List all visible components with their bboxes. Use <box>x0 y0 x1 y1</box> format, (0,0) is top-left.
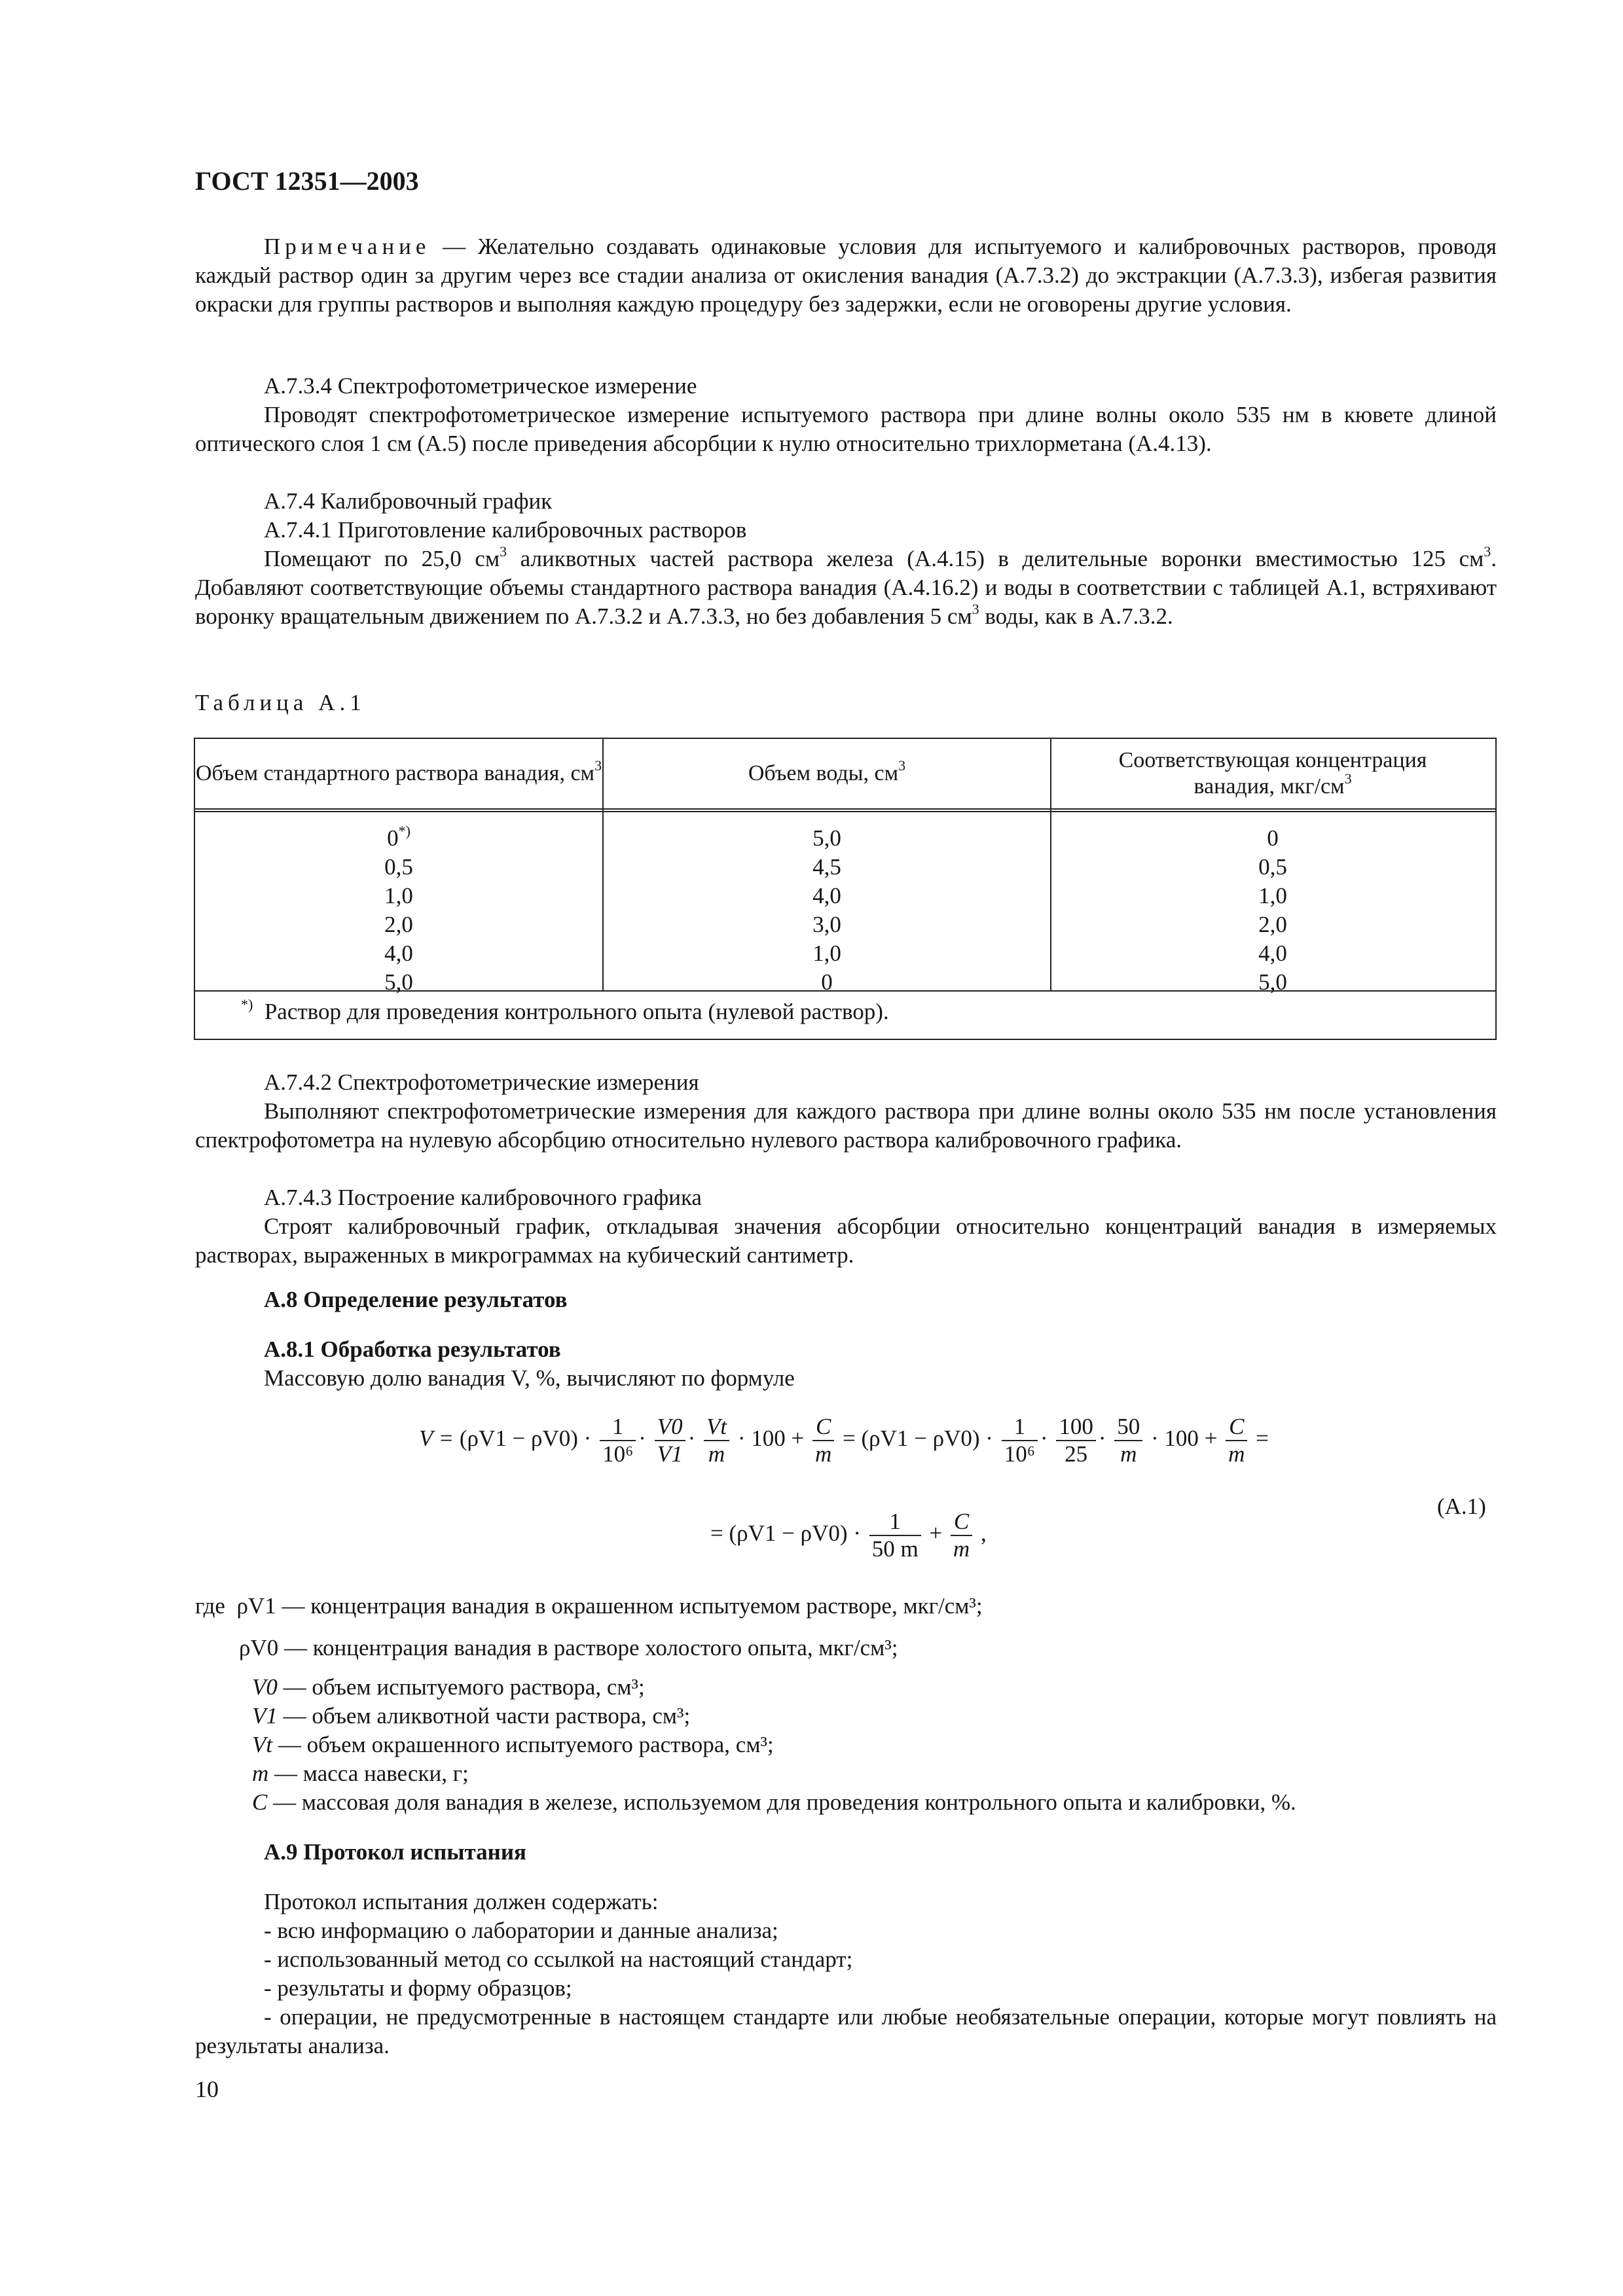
formula-fraction: $\frac{50}{m}$ <box>1114 1414 1142 1467</box>
formula-fraction: $\frac{V0}{V1}$ <box>655 1414 685 1467</box>
note-text: — Желательно создавать одинаковые условия для испытуемого и калибровочных растворов, проводя каждый раствор один за другим через все стадии анализа от окисления ванадия (А.7.3.2) до экстракции (А.7.3.3), избегая развития окраски для группы растворов и выполняя каждую процедуру без задержки, если не оговорены другие условия. <box>195 234 1497 317</box>
formula-text: = <box>1256 1426 1269 1452</box>
paragraph-a741-part2: аликвотных частей раствора железа (А.4.15) в делительные воронки вместимостью 125 см <box>507 546 1484 571</box>
paragraph-a741 <box>195 545 1497 631</box>
table-cell: 1,0 <box>812 941 841 966</box>
definition-item: m — масса навески, г; <box>252 1761 469 1786</box>
section-heading-a74: А.7.4 Калибровочный график <box>264 488 553 514</box>
table-col1 <box>195 824 602 997</box>
table-caption: Таблица А.1 <box>195 690 366 715</box>
paragraph-a741-part3: . Добавляют соответствующие объемы стандартного раствора ванадия (А.4.16.2) и воды в соответствии с таблицей А.1, встряхивают воронку вращательным движением по А.7.3.2 и А.7.3.3, но без добавления 5 см <box>195 546 1497 629</box>
paragraph-a742: Выполняют спектрофотометрические измерения для каждого раствора при длине волны около 535 нм после установления спектрофотометра на нулевую абсорбцию относительно нулевого раствора калибровочного графика. <box>195 1098 1497 1153</box>
definition-item: где ρV1 — концентрация ванадия в окрашенном испытуемом растворе, мкг/см³; <box>195 1593 983 1619</box>
formula-number: (А.1) <box>1437 1494 1486 1519</box>
table-footnote: *) Раствор для проведения контрольного опыта (нулевой раствор). <box>241 996 889 1024</box>
section-heading-a742: А.7.4.2 Спектрофотометрические измерения <box>264 1069 699 1095</box>
table-divider <box>195 811 1495 812</box>
formula-fraction: $\frac{C}{m}$ <box>812 1414 834 1467</box>
table-cell: 0*) <box>387 823 410 851</box>
table-cell: 2,0 <box>1258 912 1287 937</box>
paragraph-a9-intro: Протокол испытания должен содержать: <box>264 1889 659 1914</box>
table-cell: 4,0 <box>812 883 841 908</box>
table-cell: 5,0 <box>1258 969 1287 995</box>
section-heading-a8: А.8 Определение результатов <box>264 1287 568 1312</box>
section-heading-a9: А.9 Протокол испытания <box>264 1839 526 1865</box>
formula-fraction: $\frac{1}{\text{10⁶}}$ <box>600 1414 636 1467</box>
list-item: - результаты и форму образцов; <box>264 1975 572 2001</box>
formula-fraction: $\frac{C}{m}$ <box>1226 1414 1247 1467</box>
formula-text: = (ρV1 − ρV0) · <box>843 1426 993 1452</box>
superscript-3: 3 <box>972 601 979 617</box>
formula-text: + <box>929 1520 943 1547</box>
section-heading-a81: А.8.1 Обработка результатов <box>264 1336 561 1362</box>
definition-item: ρV0 — концентрация ванадия в растворе холостого опыта, мкг/см³; <box>239 1635 898 1660</box>
table-col3 <box>1051 824 1494 997</box>
table-divider <box>195 808 1495 810</box>
formula-text: (ρV1 − ρV0) · <box>459 1426 592 1452</box>
table-cell: 1,0 <box>384 883 413 908</box>
formula-fraction: $\frac{1}{\text{10⁶}}$ <box>1002 1414 1038 1467</box>
table-cell: 4,5 <box>812 854 841 880</box>
list-item: - использованный метод со ссылкой на настоящий стандарт; <box>264 1946 853 1972</box>
note-paragraph <box>195 232 1497 319</box>
table-cell: 5,0 <box>384 969 413 995</box>
formula-line-1: V = (ρV1 − ρV0) · $\frac{1}{\text{10⁶}}$ · $\frac{V0}{V1}$ · $\frac{Vt}{m}$ · 100 + $\frac{C}{m}$ = (ρV1 − ρV0) · $\frac{1}{\text{10⁶}}$ · $\frac{100}{25}$ · $\frac{50}{m}$ · 100 + $\frac{C}{m}$ = <box>419 1414 1269 1467</box>
paragraph-a734: Проводят спектрофотометрическое измерение испытуемого раствора при длине волны около 535 нм в кювете длиной оптического слоя 1 см (А.5) после приведения абсорбции к нулю относительно трихлорметана (А.4.13). <box>195 402 1497 456</box>
definition-item: C — массовая доля ванадия в железе, используемом для проведения контрольного опыта и калибровки, %. <box>252 1789 1296 1815</box>
formula-text: = (ρV1 − ρV0) · <box>710 1520 861 1547</box>
table-header-col1: Объем стандартного раствора ванадия, $см^3$ <box>195 757 602 785</box>
formula-fraction: $\frac{100}{25}$ <box>1056 1414 1096 1467</box>
formula-fraction: $\frac{1}{50 m}$ <box>869 1509 921 1562</box>
table-header-col3: Соответствующая концентрация ванадия, мкг/$см^3$ <box>1118 748 1427 798</box>
list-item: - всю информацию о лаборатории и данные анализа; <box>264 1918 778 1943</box>
table-cell: 3,0 <box>812 912 841 937</box>
paragraph-a741-part4: воды, как в А.7.3.2. <box>979 603 1173 629</box>
table-cell: 0 <box>821 969 833 995</box>
paragraph-a743: Строят калибровочный график, откладывая значения абсорбции относительно концентраций ванадия в измеряемых растворах, выраженных в микрограммах на кубический сантиметр. <box>195 1213 1497 1268</box>
formula-fraction: $\frac{C}{m}$ <box>951 1509 972 1562</box>
note-label: Примечание <box>264 234 431 259</box>
table-header-col2: Объем воды, $см^3$ <box>748 757 906 785</box>
table-cell: 0,5 <box>384 854 413 880</box>
table-col2 <box>604 824 1050 997</box>
table-cell: 1,0 <box>1258 883 1287 908</box>
list-item: - операции, не предусмотренные в настоящем стандарте или любые необязательные операции, которые могут повлиять на результаты анализа. <box>195 2004 1497 2058</box>
section-heading-a734: А.7.3.4 Спектрофотометрическое измерение <box>264 373 697 399</box>
page-number: 10 <box>195 2076 219 2102</box>
formula-text: V = <box>419 1426 460 1452</box>
definition-item: Vt — объем окрашенного испытуемого раствора, см³; <box>252 1732 774 1757</box>
section-heading-a743: А.7.4.3 Построение калибровочного графика <box>264 1185 702 1210</box>
formula-text: · 100 + <box>737 1426 805 1452</box>
paragraph-a81: Массовую долю ванадия V, %, вычисляют по формуле <box>264 1365 795 1391</box>
table-a1 <box>194 738 1497 1040</box>
table-cell: 0,5 <box>1258 854 1287 880</box>
table-cell: 5,0 <box>812 825 841 851</box>
table-cell: 4,0 <box>1258 941 1287 966</box>
superscript-3: 3 <box>1484 543 1491 560</box>
table-cell: 4,0 <box>384 941 413 966</box>
page-header-title: ГОСТ 12351—2003 <box>195 166 419 196</box>
formula-line-2 <box>710 1509 987 1562</box>
formula-text: , <box>980 1520 987 1547</box>
table-cell: 2,0 <box>384 912 413 937</box>
table-cell: 0 <box>1267 825 1279 851</box>
paragraph-a741-part1: Помещают по 25,0 см <box>264 546 500 571</box>
formula-text: · 100 + <box>1150 1426 1218 1452</box>
definition-item: V1 — объем аликвотной части раствора, см³; <box>252 1703 691 1729</box>
formula-fraction: $\frac{Vt}{m}$ <box>704 1414 729 1467</box>
superscript-3: 3 <box>500 543 507 560</box>
definition-item: V0 — объем испытуемого раствора, см³; <box>252 1674 645 1700</box>
section-heading-a741: А.7.4.1 Приготовление калибровочных растворов <box>264 517 747 543</box>
